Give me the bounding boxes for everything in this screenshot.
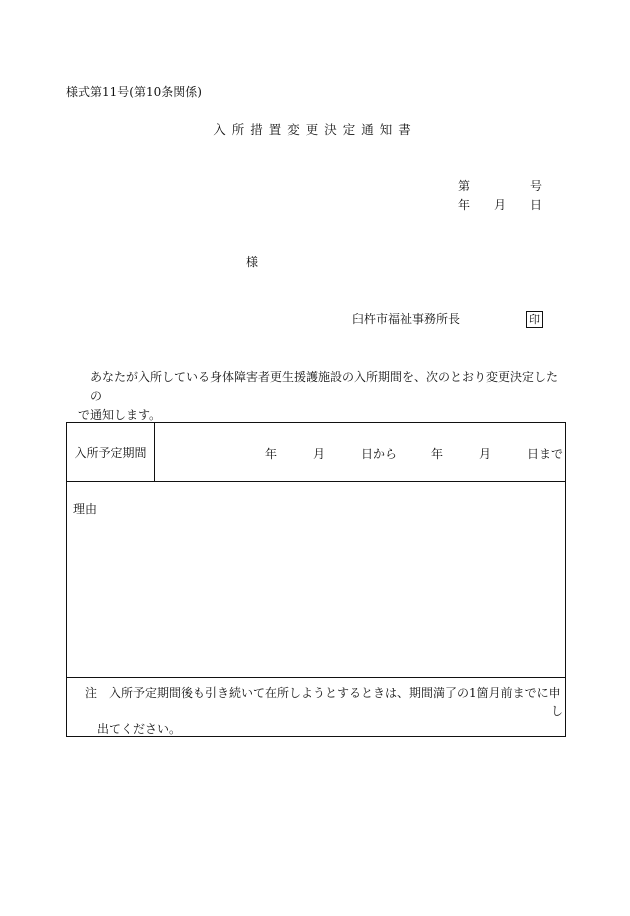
note-line2: 出てください。 <box>97 722 182 736</box>
notice-body-line1: あなたが入所している身体障害者更生援護施設の入所期間を、次のとおり変更決定したの <box>90 370 559 403</box>
from-month: 月 <box>313 447 326 461</box>
to-day: 日まで <box>527 447 564 461</box>
note-cell <box>67 678 566 737</box>
number-suffix: 号 <box>530 179 543 193</box>
note-row <box>67 678 566 737</box>
date-month: 月 <box>494 198 507 212</box>
number-prefix: 第 <box>458 179 471 193</box>
seal-stamp: 印 <box>526 311 543 328</box>
reason-cell <box>67 482 566 678</box>
issuer-name: 臼杵市福祉事務所長 <box>352 312 461 326</box>
document-title: 入所措置変更決定通知書 <box>213 122 417 137</box>
reason-label: 理由 <box>73 502 98 516</box>
notice-body-line2: で通知します。 <box>78 408 162 422</box>
date-year: 年 <box>458 198 471 212</box>
from-year: 年 <box>265 447 278 461</box>
note-line1: 注 入所予定期間後も引き続いて在所しようとするときは、期間満了の1箇月前までに申 <box>85 686 561 700</box>
note-wrap: し <box>551 704 564 718</box>
recipient-suffix: 様 <box>246 255 259 269</box>
date-day: 日 <box>530 198 543 212</box>
from-day: 日から <box>361 447 398 461</box>
to-month: 月 <box>479 447 492 461</box>
period-range <box>155 423 566 482</box>
period-table <box>66 422 566 737</box>
to-year: 年 <box>431 447 444 461</box>
period-label: 入所予定期間 <box>67 423 155 482</box>
form-number-label: 様式第11号(第10条関係) <box>66 85 202 99</box>
reason-row <box>67 482 566 678</box>
period-row <box>67 423 566 482</box>
notice-body <box>66 368 566 425</box>
